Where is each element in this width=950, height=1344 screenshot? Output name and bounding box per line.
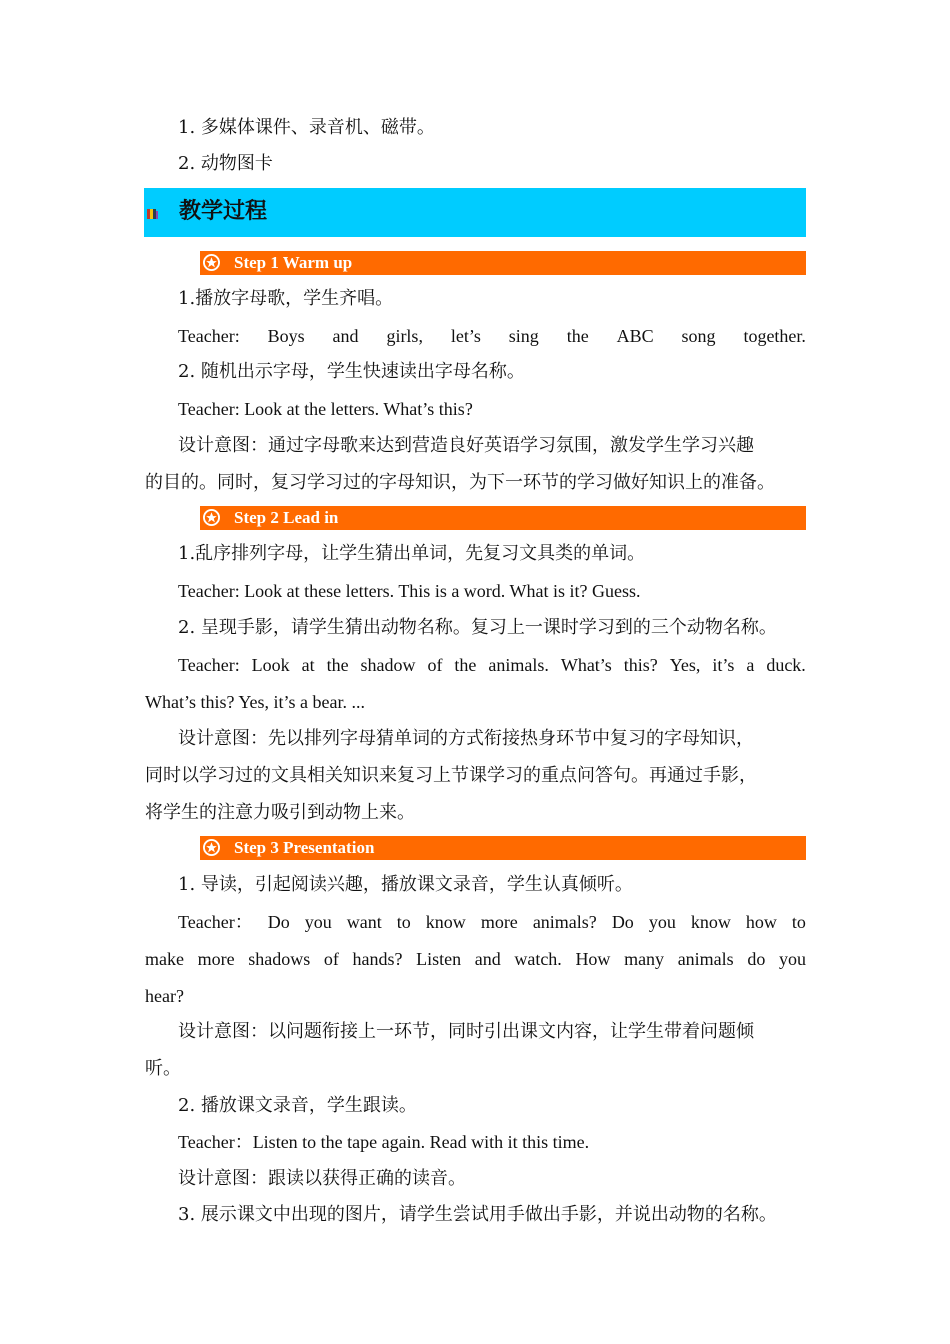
step2-line-1: 1.乱序排列字母，让学生猜出单词，先复习文具类的单词。 — [178, 543, 646, 564]
step3-line-9: 设计意图：跟读以获得正确的读音。 — [178, 1168, 466, 1189]
step-3-header — [200, 836, 806, 860]
section-title: 教学过程 — [179, 199, 268, 224]
step1-line-4: Teacher: Look at the letters. What’s this? — [178, 399, 473, 419]
word: it’s — [712, 655, 735, 675]
step1-line-6: 的目的。同时，复习学习过的字母知识，为下一环节的学习做好知识上的准备。 — [145, 472, 775, 493]
step3-line-3 — [145, 947, 806, 971]
word: animals? — [532, 912, 597, 932]
step3-line-6: 听。 — [145, 1058, 181, 1079]
word: hands? — [352, 949, 403, 969]
step2-line-3: 2. 呈现手影，请学生猜出动物名称。复习上一课时学习到的三个动物名称。 — [178, 617, 777, 638]
word: and — [332, 326, 359, 346]
word: sing — [508, 326, 539, 346]
step-1-title: Step 1 Warm up — [234, 253, 353, 272]
word: know — [690, 912, 731, 932]
word: let’s — [450, 326, 481, 346]
material-item-1: 1. 多媒体课件、录音机、磁带。 — [178, 117, 435, 138]
word: together. — [743, 326, 806, 346]
star-badge-icon — [203, 254, 220, 271]
step3-line-5: 设计意图：以问题衔接上一环节，同时引出课文内容，让学生带着问题倾 — [178, 1021, 754, 1042]
word: girls, — [386, 326, 423, 346]
step3-line-8: Teacher：Listen to the tape again. Read with it this time. — [178, 1132, 590, 1152]
word: many — [624, 949, 665, 969]
word: more — [480, 912, 518, 932]
step2-line-8: 将学生的注意力吸引到动物上来。 — [145, 802, 415, 823]
step1-line-5: 设计意图：通过字母歌来达到营造良好英语学习氛围，激发学生学习兴趣 — [178, 435, 754, 456]
step1-line-1: 1.播放字母歌，学生齐唱。 — [178, 288, 394, 309]
word: the — [326, 655, 349, 675]
word: Listen — [416, 949, 462, 969]
word: want — [346, 912, 382, 932]
word: the — [454, 655, 477, 675]
word: Do — [267, 912, 290, 932]
word: ABC — [616, 326, 654, 346]
word: and — [474, 949, 501, 969]
word: Teacher: — [178, 655, 240, 675]
word: you — [778, 949, 806, 969]
step1-line-3: 2. 随机出示字母，学生快速读出字母名称。 — [178, 361, 525, 382]
word: of — [323, 949, 339, 969]
word: make — [145, 949, 184, 969]
step3-line-7: 2. 播放课文录音，学生跟读。 — [178, 1095, 417, 1116]
word: more — [197, 949, 235, 969]
word: duck. — [766, 655, 806, 675]
book-bullet-icon — [147, 209, 158, 219]
word: you — [648, 912, 676, 932]
word: shadow — [360, 655, 416, 675]
word: you — [304, 912, 332, 932]
word: song — [681, 326, 716, 346]
word: Look — [251, 655, 290, 675]
word: Teacher： — [178, 912, 253, 932]
step-3-title: Step 3 Presentation — [234, 838, 375, 857]
word: at — [301, 655, 315, 675]
word: Teacher: — [178, 326, 240, 346]
word: of — [427, 655, 443, 675]
step2-line-2: Teacher: Look at these letters. This is a word. What is it? Guess. — [178, 581, 641, 601]
word: animals. — [488, 655, 549, 675]
step3-line-2 — [178, 910, 806, 934]
step2-line-7: 同时以学习过的文具相关知识来复习上节课学习的重点问答句。再通过手影， — [145, 765, 757, 786]
word: know — [425, 912, 466, 932]
word: Boys — [267, 326, 305, 346]
word: to — [396, 912, 411, 932]
star-badge-icon — [203, 509, 220, 526]
word: do — [747, 949, 766, 969]
step3-line-10: 3. 展示课文中出现的图片，请学生尝试用手做出手影，并说出动物的名称。 — [178, 1204, 777, 1225]
step2-line-4 — [178, 653, 806, 677]
step3-line-1: 1. 导读，引起阅读兴趣，播放课文录音，学生认真倾听。 — [178, 874, 633, 895]
word: Yes, — [669, 655, 701, 675]
step1-line-2 — [178, 324, 806, 348]
word: how — [745, 912, 777, 932]
material-item-2: 2. 动物图卡 — [178, 153, 273, 174]
word: How — [575, 949, 611, 969]
word: the — [566, 326, 589, 346]
step-2-title: Step 2 Lead in — [234, 508, 339, 527]
step-1-header — [200, 251, 806, 275]
word: shadows — [248, 949, 311, 969]
step-2-header — [200, 506, 806, 530]
section-header — [144, 188, 806, 237]
step2-line-5: What’s this? Yes, it’s a bear. ... — [145, 692, 365, 712]
word: animals — [677, 949, 734, 969]
word: to — [791, 912, 806, 932]
word: What’s — [560, 655, 612, 675]
step2-line-6: 设计意图：先以排列字母猜单词的方式衔接热身环节中复习的字母知识， — [178, 728, 754, 749]
word: this? — [623, 655, 658, 675]
word: Do — [611, 912, 634, 932]
star-badge-icon — [203, 839, 220, 856]
step3-line-4: hear? — [145, 986, 184, 1006]
word: watch. — [514, 949, 562, 969]
word: a — [746, 655, 755, 675]
